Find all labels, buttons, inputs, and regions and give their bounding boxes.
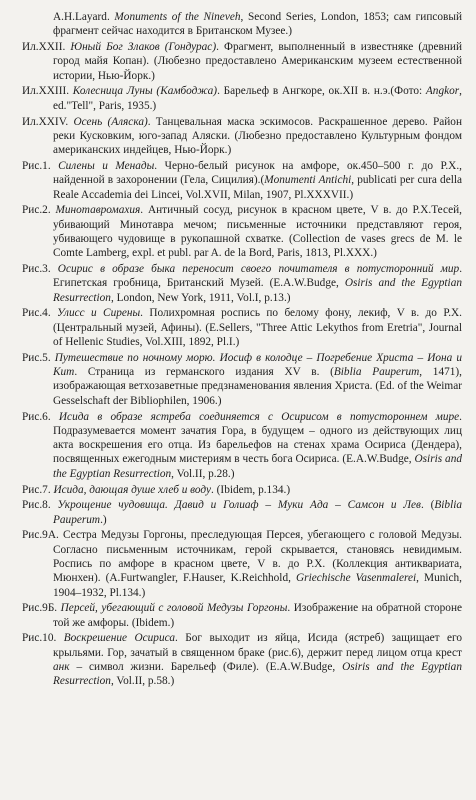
caption-text: Ил.XXII. — [22, 41, 71, 54]
caption-italic-text: Исида, дающая душе хлеб и воду — [53, 483, 212, 496]
caption-text: Ил.XXIV. — [22, 115, 74, 128]
caption-entry — [22, 528, 462, 599]
caption-text: . Страница из германского издания XV в. ( — [74, 366, 334, 379]
caption-entry — [22, 631, 462, 688]
caption-text: , Second Series, London, 1853; сам гипсовый фрагмент сейчас находится в Британском Музее.) — [53, 11, 462, 38]
caption-italic-text: Osiris and the Egyptian Resurrection — [53, 661, 462, 688]
caption-italic-text: Персей, убегающий с головой Медузы Горгоны — [60, 602, 288, 615]
caption-text: Рис.1. — [22, 159, 59, 172]
caption-text: . Египетская гробница, Британский Музей. (E.A.W.Budge, — [53, 263, 463, 290]
caption-entry — [22, 483, 462, 497]
caption-entry — [22, 203, 462, 260]
caption-text: Рис.7. — [22, 483, 54, 496]
caption-text: . (Ibidem, p.134.) — [211, 483, 291, 496]
caption-text: , publicati per cura della Reale Accademia dei Lincei, Vol.XVII, Milan, 1907, Pl.XXXVII.) — [53, 174, 462, 201]
caption-entry — [22, 351, 462, 408]
caption-entry — [22, 10, 462, 39]
caption-entry — [22, 410, 462, 481]
caption-text: – символ жизни. Барельеф (Филе). (E.A.W.Budge, — [69, 661, 343, 674]
caption-list — [22, 10, 462, 689]
caption-text: . Барельеф в Ангкоре, ок.XII в. н.э.(Фото: — [217, 85, 426, 98]
caption-text: , Vol.II, p.58.) — [110, 675, 175, 688]
caption-italic-text: Укрощение чудовища. Давид и Голиаф – Муки Ада – Самсон и Лев — [57, 499, 421, 512]
caption-italic-text: Biblia Pauperum — [53, 499, 462, 526]
caption-text: . Полихромная роспись по белому фону, лекиф, V в. до Р.Х. (Центральный музей, Афины). (E.Sellers, "Three Attic Lekythos from Eretria", Journal of Hellenic Studies, Vol.XIII, 1892, Pl.I.) — [53, 307, 462, 349]
caption-italic-text: Исида в образе ястреба соединяется с Осирисом в потустороннем мире — [58, 410, 460, 423]
caption-text: Ил.XXIII. — [22, 85, 73, 98]
caption-entry — [22, 84, 462, 113]
caption-text: . Изображение на обратной стороне той же амфоры. (Ibidem.) — [53, 602, 462, 629]
caption-text: Рис.3. — [22, 263, 58, 276]
caption-italic-text: Osiris and the Egyptian Resurrection — [53, 453, 462, 480]
caption-text: , Munich, 1904–1932, Pl.134.) — [53, 572, 462, 599]
caption-text: Рис.8. — [22, 499, 58, 512]
caption-italic-text: Улисс и Сирены — [57, 307, 141, 320]
caption-text: Рис.6. — [22, 410, 59, 423]
caption-text: A.H.Layard. — [53, 11, 115, 23]
caption-entry — [22, 115, 462, 158]
caption-text: , ed."Tell", Paris, 1935.) — [53, 85, 462, 112]
caption-text: , London, New York, 1911, Vol.I, p.13.) — [110, 291, 291, 304]
caption-text: Рис.9Б. — [22, 602, 61, 615]
caption-italic-text: Griechische Vasenmalerei — [296, 572, 417, 585]
caption-text: Рис.9А. — [22, 529, 63, 542]
caption-text: Сестра Медузы Горгоны, преследующая Персея, убегающего с головой Медузы. Согласно письменным источникам, герой скрывается, становясь невидимым. Роспись по амфоре в красном цвете, V в. до Р.Х. (Коллекция антиквариата, Мюнхен). (A.Furtwangler, F.Hauser, K.Reichhold, — [53, 529, 462, 585]
caption-text: . Античный сосуд, рисунок в красном цвете, V в. до Р.Х.Тесей, убивающий Минотавра мечом; письменные источники представляют героя, убивающего чудовище в рукопашной схватке. (Collection de vases grecs de M. le Comte Lamberg, expl. et publ. par A. de la Bord, Paris, 1813, Pl.XXX.) — [53, 204, 462, 260]
caption-text: Рис.10. — [22, 632, 64, 645]
caption-entry — [22, 40, 462, 83]
caption-italic-text: Путешествие по ночному морю. Иосиф в колодце – Погребение Христа – Иона и Кит — [53, 351, 462, 379]
caption-text: . Черно-белый рисунок на амфоре, ок.450–500 г. до Р.Х., найденной в захоронении (Гела, Сицилия).( — [53, 159, 462, 187]
caption-text: .) — [100, 513, 107, 526]
caption-italic-text: Monuments of the Nineveh — [114, 11, 241, 23]
caption-italic-text: Минотавромахия — [55, 204, 141, 217]
caption-entry — [22, 306, 462, 349]
caption-italic-text: Osiris and the Egyptian Resurrection — [53, 277, 462, 304]
caption-entry — [22, 159, 462, 202]
caption-italic-text: Осень (Аляска) — [73, 115, 148, 128]
caption-italic-text: Осирис в образе быка переносит своего почитателя в потусторонний мир — [57, 263, 460, 276]
caption-text: . Подразумевается момент зачатия Гора, в будущем – одного из действующих лиц акта воскрешения его отца. Из барельефов на стенах храма Осириса (Дендера), посвященных ежегодным мистериям в честь бога Осириса. (E.A.W.Budge, — [53, 410, 462, 466]
caption-italic-text: анк — [53, 661, 70, 674]
caption-text: . Фрагмент, выполненный в известняке (древний город майя Копан). (Любезно предоставлено Американским музеем естественной истории, Нью-Йорк.) — [53, 41, 463, 82]
caption-text: Рис.5. — [22, 351, 55, 364]
caption-text: Рис.4. — [22, 307, 58, 320]
caption-italic-text: Monumenti Antichi — [264, 174, 352, 187]
caption-entry — [22, 262, 462, 305]
caption-italic-text: Колесница Луны (Камбоджа) — [72, 85, 218, 98]
caption-italic-text: Angkor — [425, 85, 460, 98]
caption-text: , Vol.II, p.28.) — [171, 467, 235, 480]
caption-text: . ( — [420, 499, 435, 512]
caption-text: Рис.2. — [22, 204, 56, 217]
caption-italic-text: Воскрешение Осириса — [63, 632, 175, 645]
caption-italic-text: Юный Бог Злаков (Гондурас) — [70, 41, 217, 54]
caption-italic-text: Силены и Менады — [58, 159, 155, 172]
caption-text: . Бог выходит из яйца, Исида (ястреб) защищает его крыльями. Гор, зачатый в священном браке (рис.6), держит перед лицом отца крест — [53, 632, 462, 659]
caption-text: . Танцевальная маска эскимосов. Раскрашенное дерево. Район реки Кусковким, юго-запад Аляски. (Любезно предоставлено Культурным фондом американских индейцев, Нью-Йорк.) — [53, 115, 462, 157]
caption-text: , 1471), изображающая ветхозаветные предзнаменования явления Христа. (Ed. of the Weimar Gesselschaft der Bibliophilen, 1906.) — [53, 366, 462, 407]
caption-entry — [22, 498, 462, 527]
caption-italic-text: Biblia Pauperum — [333, 366, 420, 379]
caption-entry — [22, 601, 462, 630]
